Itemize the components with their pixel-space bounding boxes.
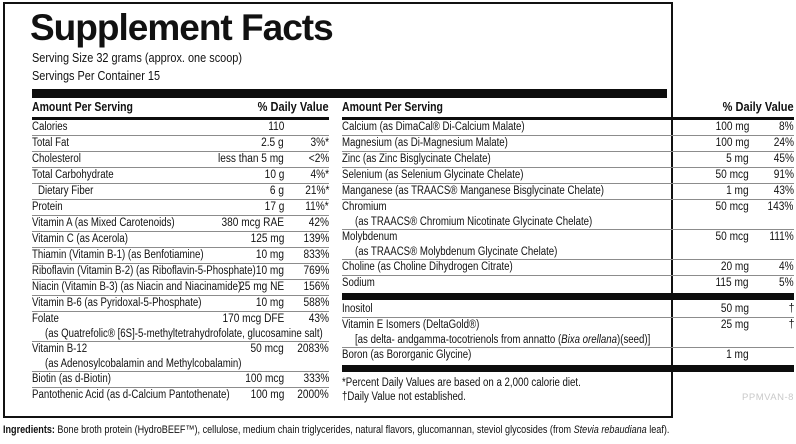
nutrient-name: Sodium: [342, 277, 375, 289]
ingredients-text: Bone broth protein (HydroBEEF™), cellulose, medium chain triglycerides, natural flavors, glucomannan, steviol glycosides (from: [54, 424, 574, 436]
nutrient-name: Vitamin B-6 (as Pyridoxal-5-Phosphate): [32, 297, 202, 309]
nutrient-amount: 10 mg: [255, 297, 284, 309]
right-rows: [342, 120, 794, 374]
nutrient-name: Biotin (as d-Biotin): [32, 373, 111, 385]
nutrient-amount: 1 mg: [726, 185, 749, 197]
nutrient-dv: 4%: [779, 261, 794, 273]
amount-per-serving-header: Amount Per Serving: [32, 100, 133, 114]
nutrient-amount: less than 5 mg: [218, 153, 284, 165]
nutrient-row: [32, 216, 329, 232]
nutrient-row: [32, 152, 329, 168]
nutrient-amount: 10 mg: [255, 265, 284, 277]
nutrient-row: [32, 248, 329, 264]
nutrient-dv: [749, 348, 794, 363]
nutrient-amount: 170 mcg DFE: [222, 313, 284, 325]
nutrient-row: [342, 348, 794, 363]
nutrient-dv: [284, 120, 329, 135]
nutrient-dv: 8%: [779, 121, 794, 133]
nutrient-amount: 10 g: [264, 169, 284, 181]
nutrient-amount: 5 mg: [726, 153, 749, 165]
nutrient-dv: 5%: [779, 277, 794, 289]
nutrient-name: Zinc (as Zinc Bisglycinate Chelate): [342, 153, 491, 165]
nutrient-row: [342, 260, 794, 276]
nutrient-row: [32, 388, 329, 403]
nutrient-row: [342, 136, 794, 152]
right-column: [335, 98, 794, 416]
right-column-header: [342, 98, 794, 120]
nutrient-row: [32, 312, 329, 342]
nutrient-amount: 100 mg: [715, 121, 749, 133]
nutrient-name: Thiamin (Vitamin B-1) (as Benfotiamine): [32, 249, 204, 261]
facts-columns: [32, 98, 794, 416]
nutrient-dv: <2%: [308, 153, 329, 165]
header-divider-bar: [32, 89, 667, 98]
section-divider-bar: [342, 293, 794, 300]
nutrient-amount: 1 mg: [726, 349, 749, 361]
nutrient-name: Total Carbohydrate: [32, 169, 114, 181]
nutrient-row: [342, 276, 794, 291]
nutrient-name: Folate: [32, 313, 59, 325]
nutrient-dv: 2083%: [297, 343, 329, 355]
nutrient-name: Boron (as Bororganic Glycine): [342, 349, 472, 361]
nutrient-source: (as TRAACS® Chromium Nicotinate Glycinate Chelate): [355, 216, 593, 228]
nutrient-name: Choline (as Choline Dihydrogen Citrate): [342, 261, 513, 273]
nutrient-dv: 91%: [773, 169, 794, 181]
nutrient-amount: 10 mg: [255, 249, 284, 261]
nutrient-row: [342, 184, 794, 200]
nutrient-dv: †: [788, 303, 794, 315]
page-title: Supplement Facts: [30, 7, 333, 48]
footnote-not-established: †Daily Value not established. PPMVAN-8: [342, 391, 794, 403]
nutrient-name: Calories: [32, 121, 68, 133]
nutrient-row: [32, 168, 329, 184]
nutrient-source: (as Quatrefolic® [6S]-5-methyltetrahydrofolate, glucosamine salt): [45, 328, 323, 340]
footnote-daily-values: *Percent Daily Values are based on a 2,000 calorie diet.: [342, 377, 581, 389]
nutrient-row: [32, 136, 329, 152]
nutrient-name: Riboflavin (Vitamin B-2) (as Riboflavin-5-Phosphate): [32, 265, 256, 277]
nutrient-name: Selenium (as Selenium Glycinate Chelate): [342, 169, 524, 181]
nutrient-name: Protein: [32, 201, 63, 213]
nutrient-amount: 50 mcg: [715, 169, 749, 181]
nutrient-row: [342, 318, 794, 348]
daily-value-header: % Daily Value: [258, 100, 329, 114]
nutrient-row: [32, 264, 329, 280]
nutrient-amount: 380 mcg RAE: [221, 217, 284, 229]
nutrient-name: Vitamin A (as Mixed Carotenoids): [32, 217, 175, 229]
nutrient-dv: 42%: [308, 217, 329, 229]
nutrient-name: Total Fat: [32, 137, 70, 149]
ingredients-label: Ingredients:: [3, 424, 55, 436]
nutrient-row: [342, 168, 794, 184]
left-rows: [32, 120, 329, 403]
nutrient-amount: 115 mg: [715, 277, 749, 289]
nutrient-row: [342, 120, 794, 136]
nutrient-amount: 2.5 g: [261, 137, 284, 149]
ingredients-species: Stevia rebaudiana: [573, 424, 647, 436]
nutrient-dv: 769%: [303, 265, 329, 277]
nutrient-row: [32, 372, 329, 388]
nutrient-dv: 333%: [303, 373, 329, 385]
nutrient-dv: 833%: [303, 249, 329, 261]
left-column-header: [32, 98, 329, 120]
nutrient-row: [32, 200, 329, 216]
nutrient-dv: 2000%: [297, 389, 329, 401]
nutrient-row: [32, 280, 329, 296]
nutrient-dv: 4%*: [310, 169, 329, 181]
nutrient-amount: 6 g: [269, 185, 284, 197]
nutrient-name: Manganese (as TRAACS® Manganese Bisglycinate Chelate): [342, 185, 605, 197]
nutrient-name: Molybdenum: [342, 231, 398, 243]
nutrient-amount: 25 mg: [720, 319, 749, 331]
nutrient-dv: 111%: [769, 231, 794, 243]
nutrient-row: [342, 302, 794, 318]
nutrient-amount: 25 mg NE: [238, 281, 284, 293]
daily-value-header: % Daily Value: [722, 100, 794, 114]
nutrient-name: Calcium (as DimaCal® Di-Calcium Malate): [342, 121, 525, 133]
nutrient-row: [32, 342, 329, 372]
nutrient-name: Vitamin C (as Acerola): [32, 233, 128, 245]
nutrient-dv: 139%: [303, 233, 329, 245]
nutrient-name: Magnesium (as Di-Magnesium Malate): [342, 137, 508, 149]
nutrient-dv: 143%: [768, 201, 794, 213]
nutrient-row: [342, 230, 794, 260]
nutrient-dv: 588%: [303, 297, 329, 309]
serving-size-line: Serving Size 32 grams (approx. one scoop): [32, 50, 243, 65]
nutrient-name: Vitamin E Isomers (DeltaGold®): [342, 319, 480, 331]
nutrient-dv: 3%*: [310, 137, 329, 149]
nutrient-dv: 24%: [773, 137, 794, 149]
ingredients-line: [3, 423, 676, 438]
nutrient-name: Vitamin B-12: [32, 343, 88, 355]
nutrient-row: [342, 152, 794, 168]
nutrient-source: [as delta- andgamma-tocotrienols from annatto (Bixa orellana)(seed)]: [355, 334, 651, 346]
nutrient-amount: 125 mg: [250, 233, 284, 245]
nutrient-row: [32, 232, 329, 248]
nutrient-amount: 50 mcg: [715, 201, 749, 213]
supplement-facts-panel: [3, 2, 794, 418]
nutrient-name: Dietary Fiber: [38, 185, 94, 197]
nutrient-dv: †: [788, 319, 794, 331]
nutrient-dv: 45%: [773, 153, 794, 165]
nutrient-amount: 100 mg: [250, 389, 284, 401]
nutrient-amount: 50 mcg: [715, 231, 749, 243]
section-divider-bar: [342, 365, 794, 372]
nutrient-row: [32, 120, 329, 136]
nutrient-amount: 50 mcg: [250, 343, 284, 355]
nutrient-amount: 100 mg: [715, 137, 749, 149]
nutrient-dv: 156%: [303, 281, 329, 293]
nutrient-amount: 110: [267, 121, 284, 133]
label-code: PPMVAN-8: [742, 392, 794, 403]
nutrient-dv: 43%: [308, 313, 329, 325]
nutrient-dv: 43%: [773, 185, 794, 197]
amount-per-serving-header: Amount Per Serving: [342, 100, 443, 114]
left-column: [32, 98, 335, 416]
nutrient-row: [342, 200, 794, 230]
nutrient-row: [32, 296, 329, 312]
footnotes: [342, 374, 794, 405]
nutrient-dv: 21%*: [304, 185, 329, 197]
nutrient-name: Inositol: [342, 303, 373, 315]
nutrient-dv: 11%*: [305, 201, 329, 213]
nutrient-amount: 20 mg: [720, 261, 749, 273]
nutrient-name: Chromium: [342, 201, 387, 213]
nutrient-amount: 17 g: [264, 201, 284, 213]
nutrient-amount: 100 mcg: [245, 373, 284, 385]
nutrient-name: Pantothenic Acid (as d-Calcium Pantothenate): [32, 389, 230, 401]
servings-per-container-line: Servings Per Container 15: [32, 67, 161, 83]
nutrient-source: (as Adenosylcobalamin and Methylcobalamin): [45, 358, 242, 370]
nutrient-name: Niacin (Vitamin B-3) (as Niacin and Niacinamide): [32, 281, 242, 293]
nutrient-source: (as TRAACS® Molybdenum Glycinate Chelate): [355, 246, 558, 258]
nutrient-amount: 50 mg: [720, 303, 749, 315]
nutrient-name: Cholesterol: [32, 153, 81, 165]
ingredients-text-end: leaf).: [646, 424, 670, 436]
nutrient-row: [32, 184, 329, 200]
